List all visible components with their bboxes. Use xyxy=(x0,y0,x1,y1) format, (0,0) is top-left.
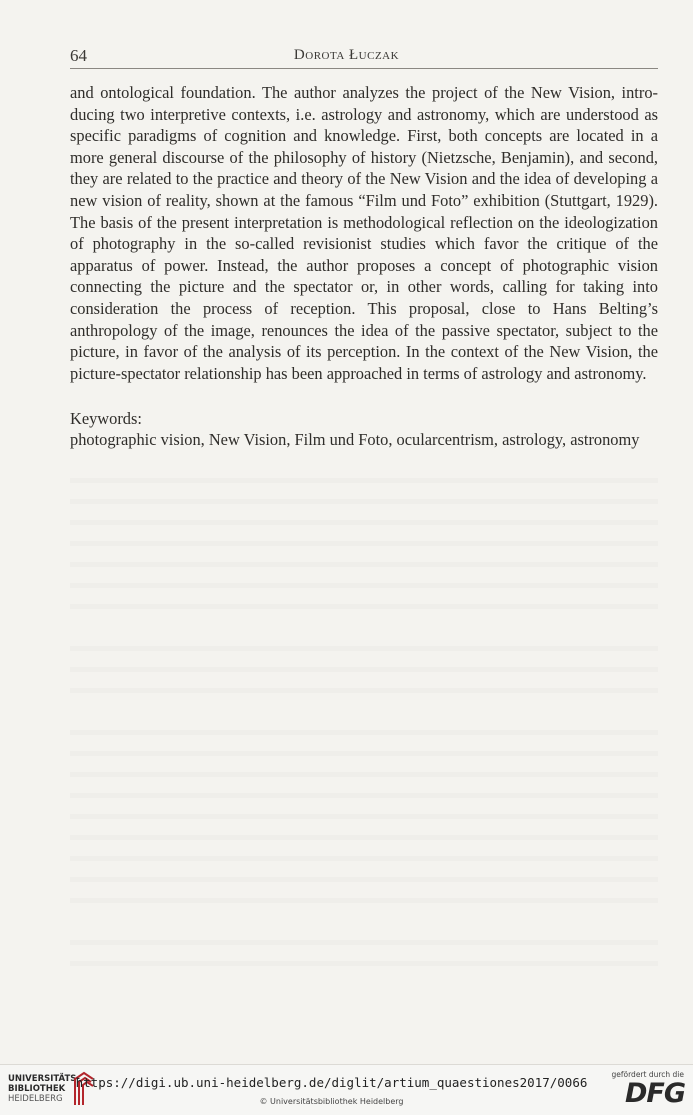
dfg-logo: DFG xyxy=(624,1078,685,1109)
library-name-line2: BIBLIOTHEK xyxy=(8,1084,66,1094)
library-name-line1: UNIVERSITÄTS- xyxy=(8,1074,80,1084)
keywords-label: Keywords: xyxy=(70,409,142,428)
header-rule xyxy=(70,68,658,69)
footer-bar xyxy=(0,1064,693,1115)
library-name-line3: HEIDELBERG xyxy=(8,1094,63,1104)
abstract-paragraph: and ontological foundation. The author analyzes the project of the New Vision, introducing two interpretive contexts, i.e. astrology and astronomy, which are understood as specific paradigms of cognition and knowledge. First, both concepts are located in a more general discourse of the philosophy of history (Nietzsche, Benjamin), and second, they are related to the practice and theory of the New Vision and the idea of developing a new vision of reality, shown at the famous “Film und Foto” exhibition (Stuttgart, 1929). The basis of the present interpretation is methodological reflection on the ideologization of photography in the so-called revisionist studies which favor the critique of the apparatus of power. Instead, the author proposes a concept of photographic vision connecting the picture and the spectator or, in other words, calling for taking into consideration the process of reception. This proposal, close to Hans Belting’s anthropology of the image, renounces the idea of the passive spectator, subject to the picture, in favor of the analysis of its perception. In the context of the New Vision, the picture-spectator relationship has been approached in terms of astrology and astronomy. xyxy=(70,83,658,383)
copyright-row xyxy=(0,1097,693,1106)
funded-by-text: gefördert durch die xyxy=(611,1070,684,1079)
copyright-text: © Universitätsbibliothek Heidelberg xyxy=(259,1097,404,1106)
running-head: Dorota Łuczak xyxy=(293,47,400,63)
footer-url-row xyxy=(0,1075,693,1090)
keywords-list: photographic vision, New Vision, Film und Foto, ocularcentrism, astrology, astronomy xyxy=(70,430,640,449)
page-number: 64 xyxy=(70,46,87,65)
source-url-link[interactable]: https://digi.ub.uni-heidelberg.de/diglit/artium_quaestiones2017/0066 xyxy=(75,1075,588,1090)
